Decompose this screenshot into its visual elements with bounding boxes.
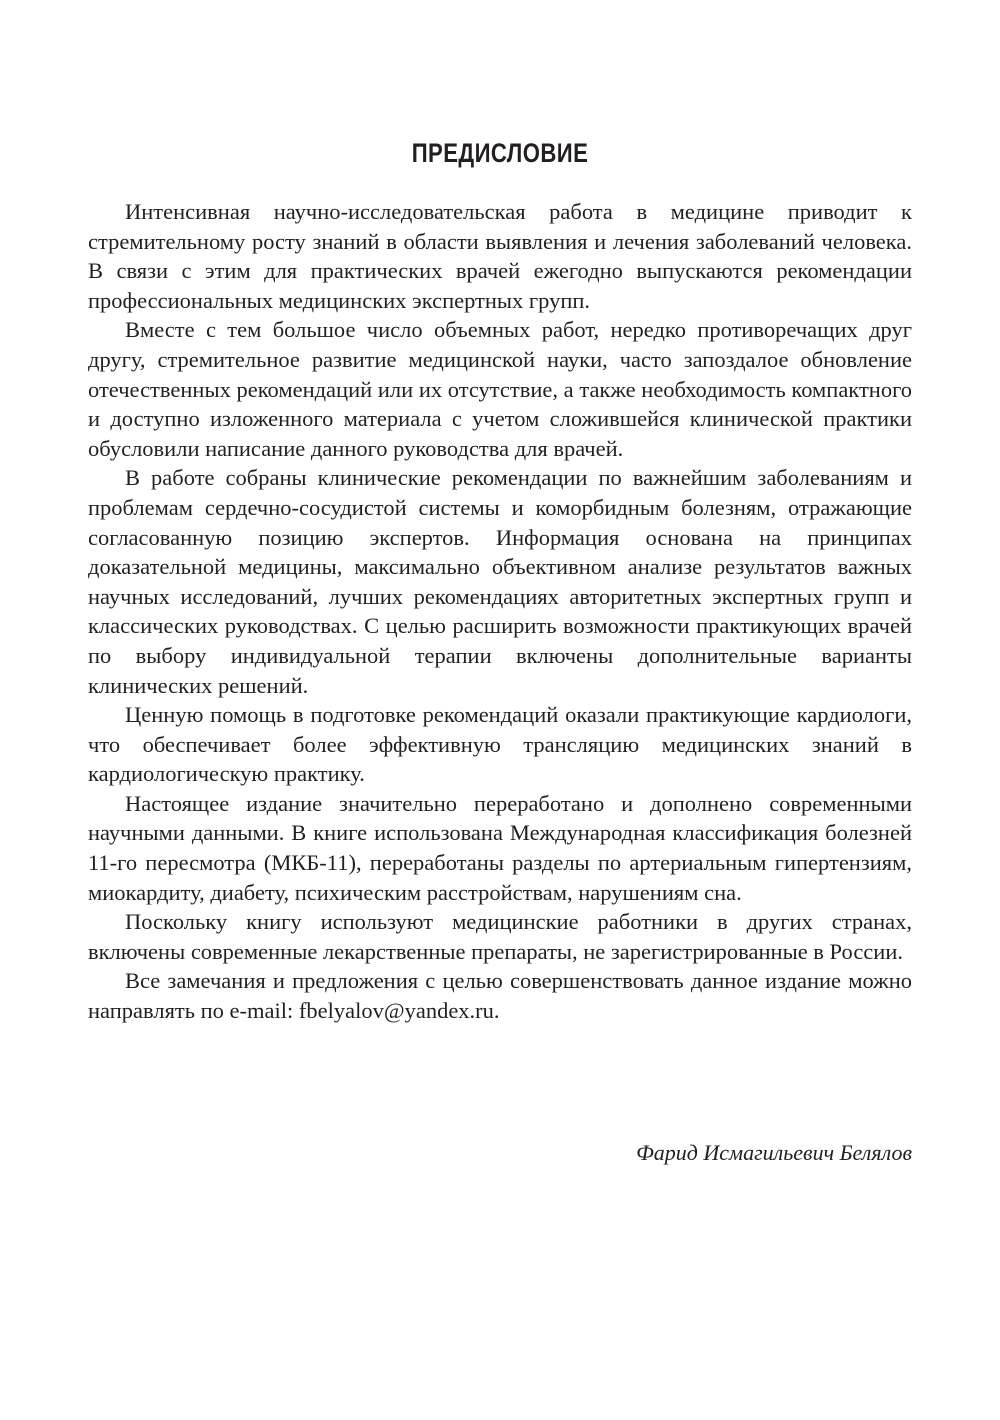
paragraph-7: Все замечания и предложения с целью совершенствовать данное издание можно направлять по e-mail: fbelyalov@yandex.ru. <box>88 968 912 1024</box>
paragraph-6: Поскольку книгу используют медицинские работники в других странах, включены современные лекарственные препараты, не зарегистрированные в России. <box>88 909 912 964</box>
book-page <box>88 0 912 1420</box>
page-title: ПРЕДИСЛОВИЕ <box>411 138 589 168</box>
paragraph-4: Ценную помощь в подготовке рекомендаций оказали практикующие кардиологи, что обеспечивает более эффективную трансляцию медицинских знаний в кардиологическую практику. <box>88 702 912 787</box>
paragraph-5: Настоящее издание значительно переработано и дополнено современными научными данными. В книге использована Международная классификация болезней 11-го пересмотра (МКБ-11), переработаны разделы по артериальным гипертензиям, миокардиту, диабету, психическим расстройствам, нарушениям сна. <box>88 790 912 905</box>
paragraph-2: Вместе с тем большое число объемных работ, нередко противоречащих друг другу, стремительное развитие медицинской науки, часто запоздалое обновление отечественных рекомендаций или их отсутствие, а также необходимость компактного и доступно изложенного материала с учетом сложившейся клинической практики обусловили написание данного руководства для врачей. <box>88 317 912 461</box>
paragraph-1: Интенсивная научно-исследовательская работа в медицине приводит к стремительному росту знаний в области выявления и лечения заболеваний человека. В связи с этим для практических врачей ежегодно выпускаются рекомендации профессиональных медицинских экспертных групп. <box>88 199 912 313</box>
paragraph-3: В работе собраны клинические рекомендации по важнейшим заболеваниям и проблемам сердечно-сосудистой системы и коморбидным болезням, отражающие согласованную позицию экспертов. Информация основана на принципах доказательной медицины, максимально объективном анализе результатов важных научных исследований, лучших рекомендациях авторитетных экспертных групп и классических руководствах. С целью расширить возможности практикующих врачей по выбору индивидуальной терапии включены дополнительные варианты клинических решений. <box>88 465 912 698</box>
preface-body <box>88 197 912 1026</box>
author-signature: Фарид Исмагильевич Белялов <box>636 1140 912 1165</box>
